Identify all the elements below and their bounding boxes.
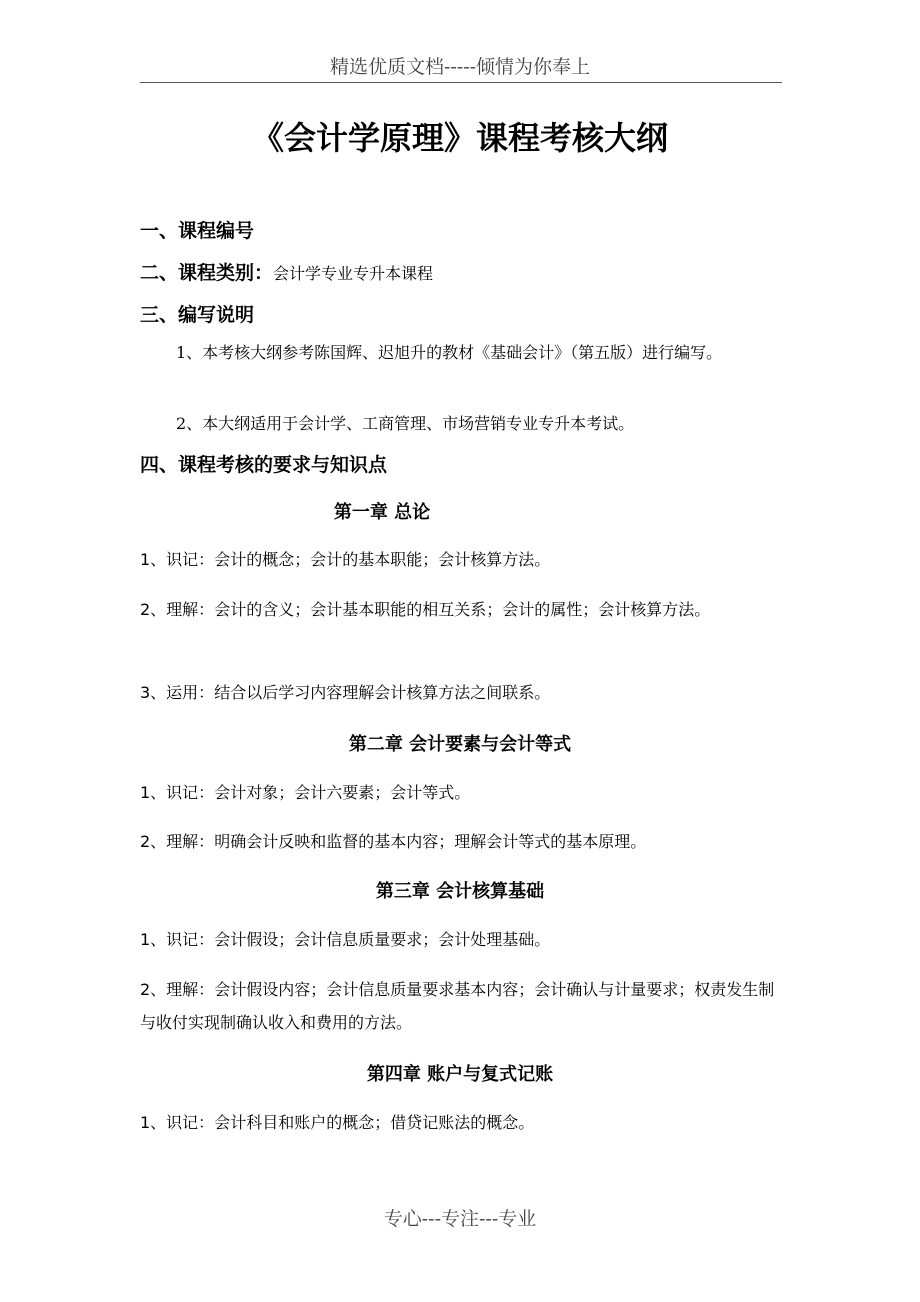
- item-label: 1、识记：: [140, 930, 215, 949]
- section-course-code: 一、课程编号: [140, 220, 255, 242]
- chapter-1-item-2: 2、理解：会计的含义；会计基本职能的相互关系；会计的属性；会计核算方法。: [140, 600, 711, 619]
- header-divider: [140, 82, 782, 83]
- section-writing-notes: 三、编写说明: [140, 304, 255, 326]
- item-label: 1、识记：: [140, 550, 215, 569]
- page-footer: 专心---专注---专业: [383, 1208, 537, 1230]
- chapter-4-item-1: 1、识记：会计科目和账户的概念；借贷记账法的概念。: [140, 1113, 535, 1132]
- chapter-2-item-2: 2、理解：明确会计反映和监督的基本内容；理解会计等式的基本原理。: [140, 832, 647, 851]
- section-requirements: 四、课程考核的要求与知识点: [140, 454, 388, 476]
- item-label: 1、识记：: [140, 783, 215, 802]
- chapter-3-title: 第三章 会计核算基础: [375, 881, 545, 902]
- document-title: 《会计学原理》课程考核大纲: [251, 119, 668, 157]
- chapter-1-item-3: 3、运用：结合以后学习内容理解会计核算方法之间联系。: [140, 683, 551, 702]
- section-course-category: [140, 258, 433, 285]
- item-label: 1、识记：: [140, 1113, 215, 1132]
- item-label: 2、理解：: [140, 832, 215, 851]
- chapter-3-item-1: 1、识记：会计假设；会计信息质量要求；会计处理基础。: [140, 930, 551, 949]
- chapter-2-title: 第二章 会计要素与会计等式: [348, 734, 572, 755]
- page-header: 精选优质文档-----倾情为你奉上: [329, 56, 591, 78]
- writing-note-2: 2、本大纲适用于会计学、工商管理、市场营销专业专升本考试。: [176, 414, 635, 433]
- section-course-category-label: 二、课程类别：: [140, 262, 274, 284]
- chapter-1-title: 第一章 总论: [333, 502, 431, 523]
- item-label: 2、理解：: [140, 980, 215, 999]
- chapter-3-item-2: 2、理解：会计假设内容；会计信息质量要求基本内容；会计确认与计量要求；权责发生制与收付实现制确认收入和费用的方法。: [140, 980, 775, 1032]
- item-label: 3、运用：: [140, 683, 215, 702]
- item-label: 2、理解：: [140, 600, 215, 619]
- section-course-category-value: 会计学专业专升本课程: [273, 264, 434, 283]
- chapter-1-item-1: 1、识记：会计的概念；会计的基本职能；会计核算方法。: [140, 550, 551, 569]
- chapter-2-item-1: 1、识记：会计对象；会计六要素；会计等式。: [140, 783, 471, 802]
- writing-note-1: 1、本考核大纲参考陈国辉、迟旭升的教材《基础会计》（第五版）进行编写。: [176, 343, 723, 362]
- chapter-4-title: 第四章 账户与复式记账: [366, 1064, 554, 1085]
